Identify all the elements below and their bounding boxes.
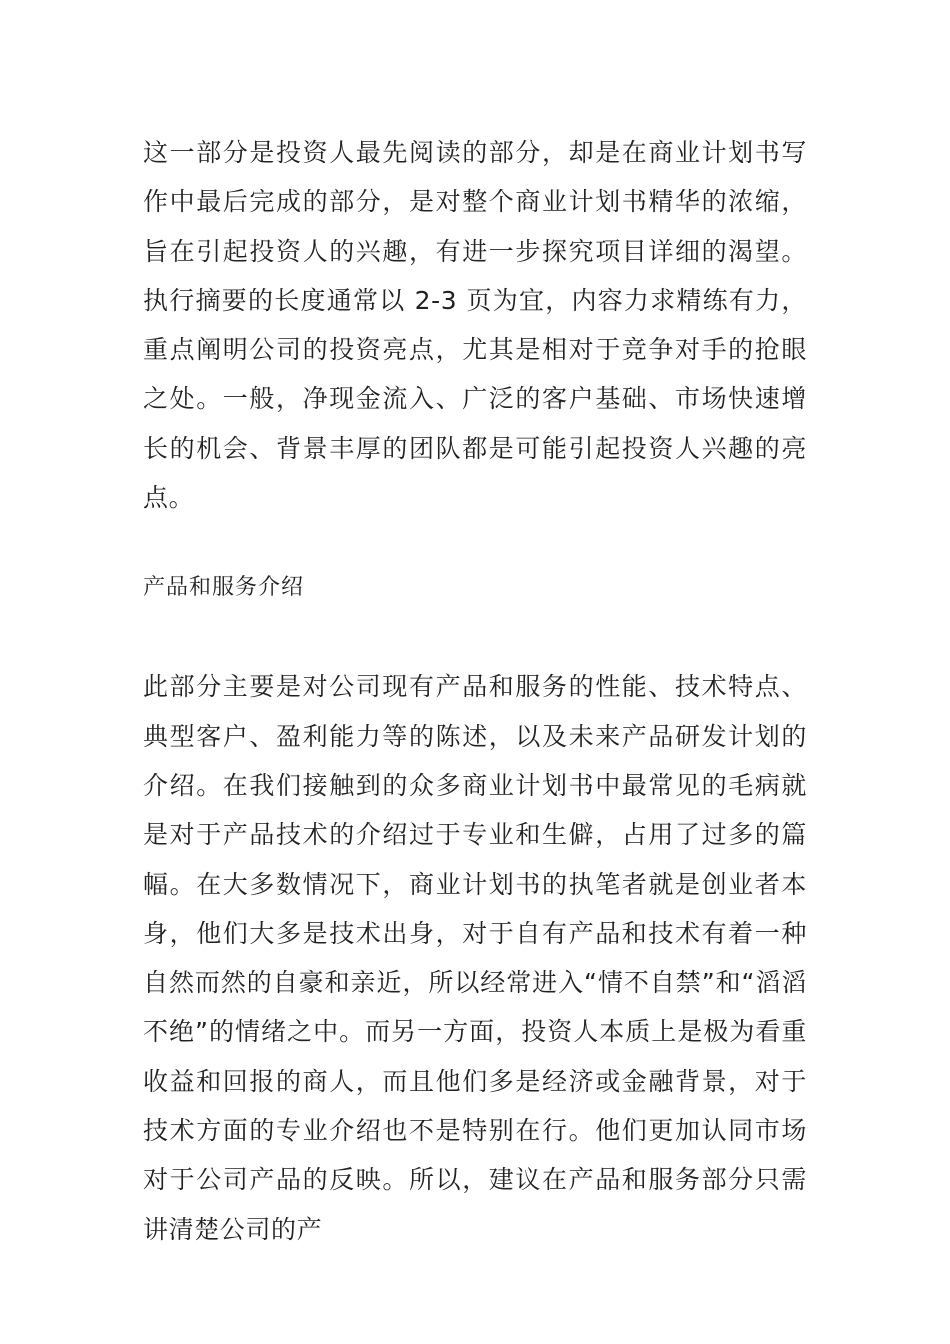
document-page — [143, 128, 807, 1254]
executive-summary-paragraph: 这一部分是投资人最先阅读的部分，却是在商业计划书写作中最后完成的部分，是对整个商业计划书精华的浓缩，旨在引起投资人的兴趣，有进一步探究项目详细的渴望。执行摘要的长度通常以 2-3 页为宜，内容力求精练有力，重点阐明公司的投资亮点，尤其是相对于竞争对手的抢眼之处。一般，净现金流入、广泛的客户基础、市场快速增长的机会、背景丰厚的团队都是可能引起投资人兴趣的亮点。 — [143, 138, 807, 513]
products-services-paragraph: 此部分主要是对公司现有产品和服务的性能、技术特点、典型客户、盈利能力等的陈述，以及未来产品研发计划的介绍。在我们接触到的众多商业计划书中最常见的毛病就是对于产品技术的介绍过于专业和生僻，占用了过多的篇幅。在大多数情况下，商业计划书的执笔者就是创业者本身，他们大多是技术出身，对于自有产品和技术有着一种自然而然的自豪和亲近，所以经常进入“情不自禁”和“滔滔不绝”的情绪之中。而另一方面，投资人本质上是极为看重收益和回报的商人，而且他们多是经济或金融背景，对于技术方面的专业介绍也不是特别在行。他们更加认同市场对于公司产品的反映。所以，建议在产品和服务部分只需讲清楚公司的产 — [143, 672, 807, 1244]
section-heading-products-services: 产品和服务介绍 — [143, 575, 305, 601]
paragraph-spacer — [143, 612, 807, 662]
paragraph-spacer — [143, 522, 807, 563]
